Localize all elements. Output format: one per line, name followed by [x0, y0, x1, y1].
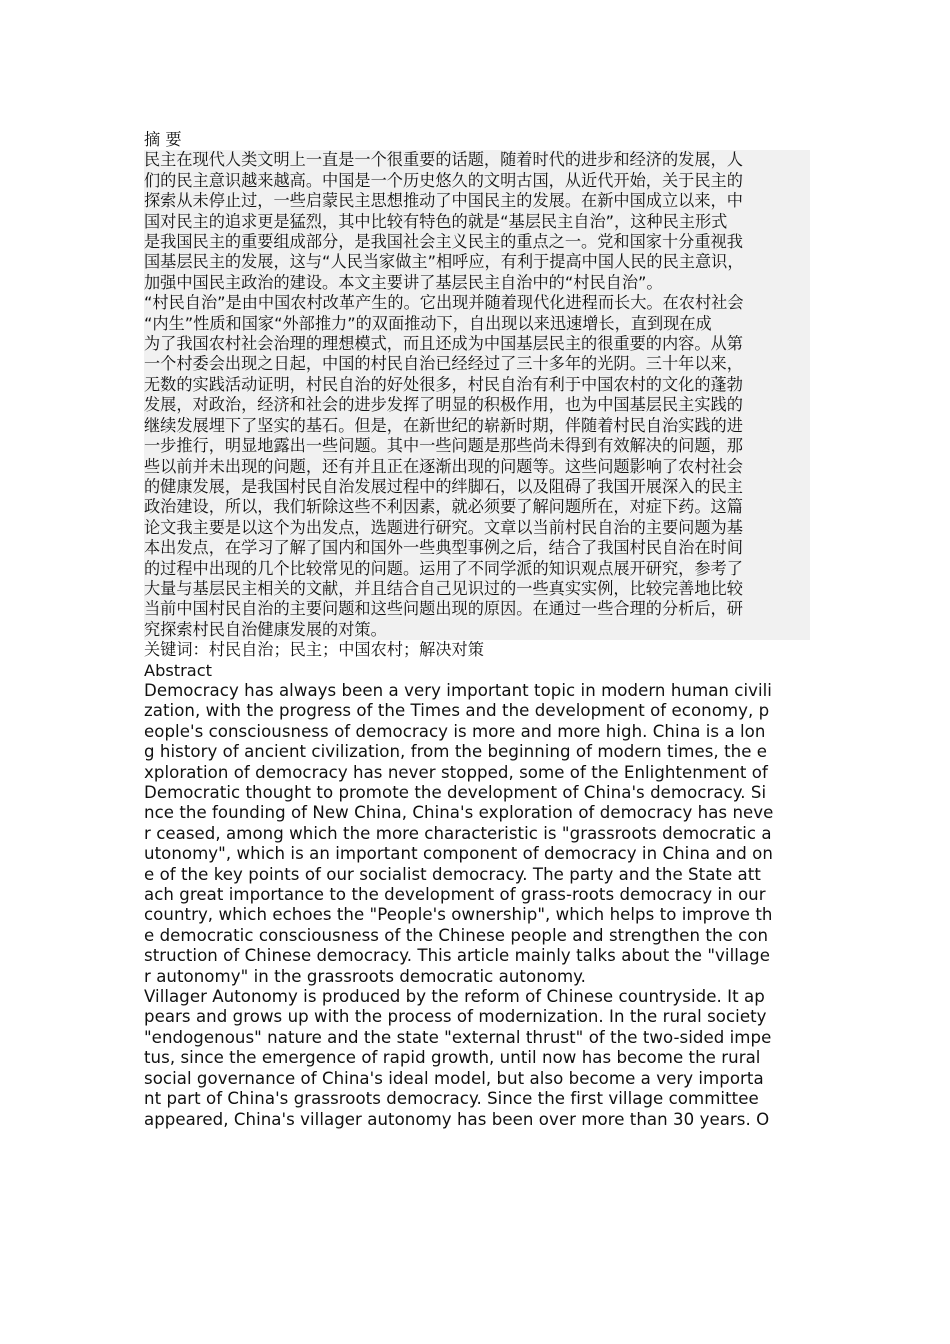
text-line: 的过程中出现的几个比较常见的问题。运用了不同学派的知识观点展开研究，参考了	[144, 559, 810, 579]
text-line: social governance of China's ideal model, but also become a very importa	[144, 1068, 764, 1088]
abstract-cn-heading: 摘 要	[144, 130, 182, 149]
text-line: tus, since the emergence of rapid growth, until now has become the rural	[144, 1048, 761, 1068]
text-line: r autonomy" in the grassroots democratic autonomy.	[144, 966, 587, 986]
text-line: r ceased, among which the more characteristic is "grassroots democratic a	[144, 823, 772, 843]
text-line: pears and grows up with the process of modernization. In the rural society	[144, 1007, 767, 1027]
abstract-cn-paragraph-1	[144, 150, 810, 293]
text-line: struction of Chinese democracy. This article mainly talks about the "village	[144, 946, 770, 966]
text-line: Villager Autonomy is produced by the reform of Chinese countryside. It ap	[144, 987, 765, 1007]
text-line: zation, with the progress of the Times and the development of economy, p	[144, 701, 770, 721]
text-line: 继续发展埋下了坚实的基石。但是，在新世纪的崭新时期，伴随着村民自治实践的进	[144, 416, 810, 436]
text-line: 些以前并未出现的问题，还有并且正在逐渐出现的问题等。这些问题影响了农村社会	[144, 457, 810, 477]
abstract-en-heading: Abstract	[144, 660, 212, 680]
text-line: 无数的实践活动证明，村民自治的好处很多，村民自治有利于中国农村的文化的蓬勃	[144, 375, 810, 395]
abstract-en-paragraph-1	[144, 681, 810, 987]
text-line: nce the founding of New China, China's exploration of democracy has neve	[144, 803, 774, 823]
text-line: “村民自治”是由中国农村改革产生的。它出现并随着现代化进程而长大。在农村社会	[144, 293, 810, 313]
text-line: 论文我主要是以这个为出发点，选题进行研究。文章以当前村民自治的主要问题为基	[144, 518, 810, 538]
text-line: 探索从未停止过，一些启蒙民主思想推动了中国民主的发展。在新中国成立以来，中	[144, 191, 810, 211]
text-line: eople's consciousness of democracy is more and more high. China is a lon	[144, 721, 766, 741]
text-line: country, which echoes the "People's ownership", which helps to improve th	[144, 905, 773, 925]
text-line: Democracy has always been a very important topic in modern human civili	[144, 680, 772, 700]
text-line: 发展，对政治，经济和社会的进步发挥了明显的积极作用，也为中国基层民主实践的	[144, 395, 810, 415]
text-line: 国基层民主的发展，这与“人民当家做主”相呼应，有利于提高中国人民的民主意识，	[144, 252, 810, 272]
text-line: appeared, China's villager autonomy has been over more than 30 years. O	[144, 1109, 770, 1129]
abstract-cn-paragraph-2	[144, 293, 810, 640]
text-line: 加强中国民主政治的建设。本文主要讲了基层民主自治中的“村民自治”。	[144, 273, 810, 293]
text-line: Democratic thought to promote the development of China's democracy. Si	[144, 783, 767, 802]
text-line: 当前中国村民自治的主要问题和这些问题出现的原因。在通过一些合理的分析后，研	[144, 599, 810, 619]
text-line: 为了我国农村社会治理的理想模式，而且还成为中国基层民主的很重要的内容。从第	[144, 334, 810, 354]
text-line: nt part of China's grassroots democracy. Since the first village committee	[144, 1089, 759, 1109]
keywords-line: 关键词：村民自治；民主；中国农村；解决对策	[144, 640, 484, 660]
text-line: 们的民主意识越来越高。中国是一个历史悠久的文明古国，从近代开始，关于民主的	[144, 171, 810, 191]
text-line: 是我国民主的重要组成部分，是我国社会主义民主的重点之一。党和国家十分重视我	[144, 232, 810, 252]
document-body	[144, 130, 810, 1130]
text-line: utonomy", which is an important component of democracy in China and on	[144, 844, 773, 864]
text-line: 民主在现代人类文明上一直是一个很重要的话题，随着时代的进步和经济的发展，人	[144, 150, 810, 170]
text-line: 究探索村民自治健康发展的对策。	[144, 620, 810, 640]
text-line: 大量与基层民主相关的文献，并且结合自己见识过的一些真实实例，比较完善地比较	[144, 579, 810, 599]
text-line: "endogenous" nature and the state "external thrust" of the two-sided impe	[144, 1027, 772, 1047]
text-line: “内生”性质和国家“外部推力”的双面推动下，自出现以来迅速增长，直到现在成	[144, 314, 810, 334]
text-line: 政治建设，所以，我们斩除这些不利因素，就必须要了解问题所在，对症下药。这篇	[144, 497, 810, 517]
text-line: 一步推行，明显地露出一些问题。其中一些问题是那些尚未得到有效解决的问题，那	[144, 436, 810, 456]
text-line: 的健康发展，是我国村民自治发展过程中的绊脚石，以及阻碍了我国开展深入的民主	[144, 477, 810, 497]
abstract-en-paragraph-2	[144, 987, 810, 1130]
text-line: e of the key points of our socialist democracy. The party and the State att	[144, 864, 761, 884]
text-line: xploration of democracy has never stopped, some of the Enlightenment of	[144, 762, 768, 782]
text-line: 一个村委会出现之日起，中国的村民自治已经经过了三十多年的光阴。三十年以来，	[144, 354, 810, 374]
text-line: ach great importance to the development of grass-roots democracy in our	[144, 885, 766, 905]
text-line: e democratic consciousness of the Chinese people and strengthen the con	[144, 925, 769, 945]
text-line: 本出发点，在学习了解了国内和国外一些典型事例之后，结合了我国村民自治在时间	[144, 538, 810, 558]
text-line: g history of ancient civilization, from the beginning of modern times, the e	[144, 742, 768, 762]
text-line: 国对民主的追求更是猛烈，其中比较有特色的就是“基层民主自治”，这种民主形式	[144, 212, 810, 232]
